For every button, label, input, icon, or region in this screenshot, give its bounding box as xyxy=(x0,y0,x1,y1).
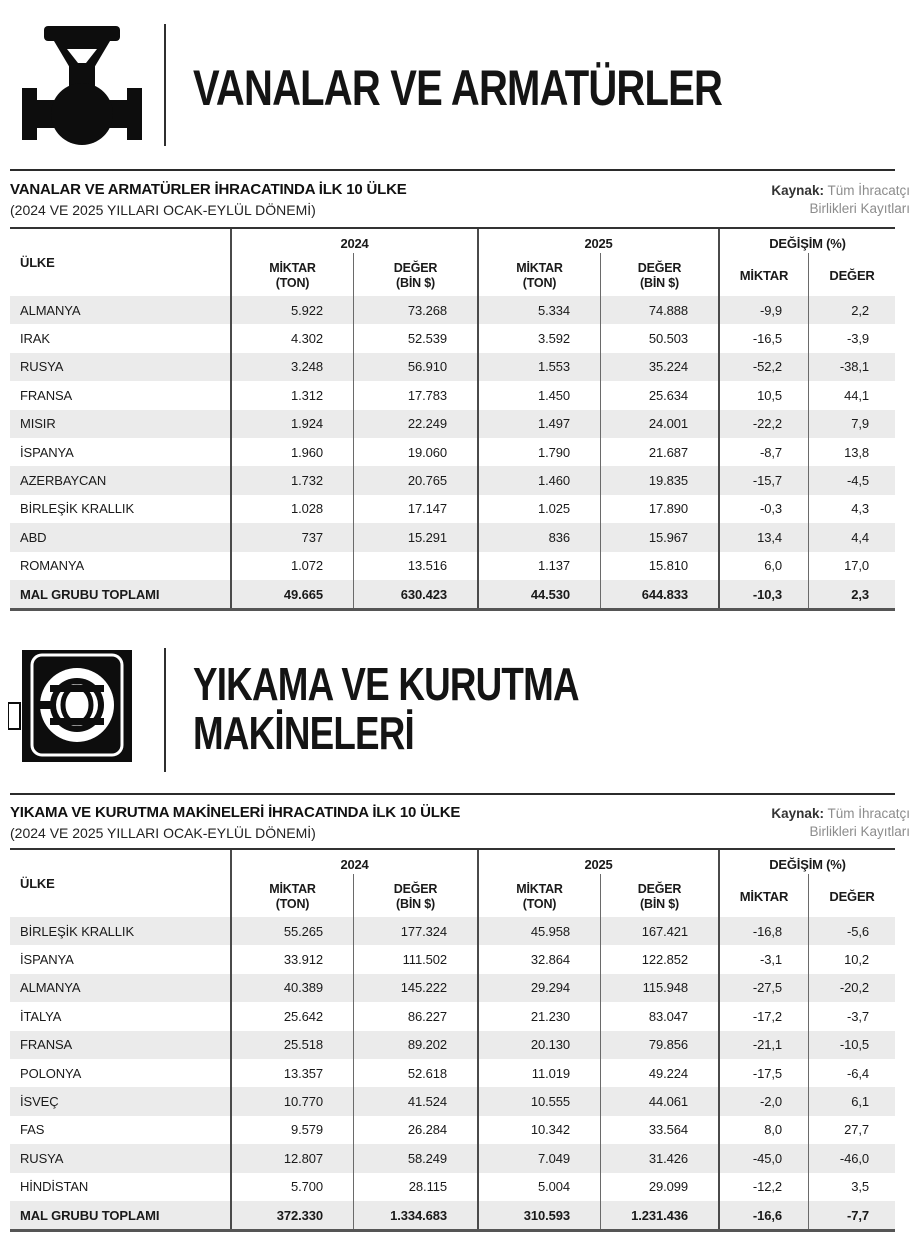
value-cell: 13,4 xyxy=(718,523,808,551)
value-cell: 89.202 xyxy=(353,1031,477,1059)
value-cell: 115.948 xyxy=(600,974,718,1002)
country-cell: İSVEÇ xyxy=(20,1094,59,1110)
value-cell: 3,5 xyxy=(808,1173,895,1201)
value-cell: 1.072 xyxy=(230,552,353,580)
table-row xyxy=(10,917,895,945)
value-cell: 644.833 xyxy=(600,580,718,608)
value-cell: 25.634 xyxy=(600,381,718,409)
value-cell: 1.924 xyxy=(230,410,353,438)
value-cell: 10.555 xyxy=(477,1087,600,1115)
value-cell: -16,5 xyxy=(718,324,808,352)
table-total-row xyxy=(10,1201,895,1229)
value-cell: 20.765 xyxy=(353,466,477,494)
table-row xyxy=(10,1087,895,1115)
value-cell: 122.852 xyxy=(600,945,718,973)
value-cell: -22,2 xyxy=(718,410,808,438)
col-header-year-2024: 2024 xyxy=(230,229,477,253)
value-cell: 8,0 xyxy=(718,1116,808,1144)
value-cell: 13,8 xyxy=(808,438,895,466)
value-cell: 630.423 xyxy=(353,580,477,608)
table-row xyxy=(10,466,895,494)
col-header-chg-val: DEĞER xyxy=(808,874,895,917)
value-cell: 49.665 xyxy=(230,580,353,608)
value-cell: -15,7 xyxy=(718,466,808,494)
country-cell: FRANSA xyxy=(20,387,73,403)
value-cell: 10,2 xyxy=(808,945,895,973)
value-cell: -38,1 xyxy=(808,353,895,381)
value-cell: 1.960 xyxy=(230,438,353,466)
value-cell: 29.294 xyxy=(477,974,600,1002)
col-header-val: DEĞER (BİN $) xyxy=(353,874,477,917)
value-cell: 15.810 xyxy=(600,552,718,580)
table-row xyxy=(10,1002,895,1030)
table-row xyxy=(10,1116,895,1144)
value-cell: -7,7 xyxy=(808,1201,895,1229)
value-cell: -16,6 xyxy=(718,1201,808,1229)
value-cell: 45.958 xyxy=(477,917,600,945)
table-row xyxy=(10,296,895,324)
table-title: YIKAMA VE KURUTMA MAKİNELERİ İHRACATINDA İLK 10 ÜLKE xyxy=(10,804,461,821)
source-text-line1: Tüm İhracatçı xyxy=(827,806,910,821)
value-cell: 44.061 xyxy=(600,1087,718,1115)
value-cell: 1.312 xyxy=(230,381,353,409)
export-table-valves xyxy=(10,227,895,611)
table-row xyxy=(10,410,895,438)
value-cell: 6,0 xyxy=(718,552,808,580)
value-cell: 1.025 xyxy=(477,495,600,523)
value-cell: 22.249 xyxy=(353,410,477,438)
value-cell: 17.783 xyxy=(353,381,477,409)
value-cell: 1.334.683 xyxy=(353,1201,477,1229)
value-cell: 1.790 xyxy=(477,438,600,466)
value-cell: 58.249 xyxy=(353,1144,477,1172)
value-cell: 13.516 xyxy=(353,552,477,580)
value-cell: 9.579 xyxy=(230,1116,353,1144)
value-cell: 31.426 xyxy=(600,1144,718,1172)
value-cell: -0,3 xyxy=(718,495,808,523)
country-cell: FRANSA xyxy=(20,1037,73,1053)
value-cell: 44.530 xyxy=(477,580,600,608)
country-cell: HİNDİSTAN xyxy=(20,1179,89,1195)
value-cell: 10,5 xyxy=(718,381,808,409)
value-cell: 25.518 xyxy=(230,1031,353,1059)
source-note xyxy=(771,182,910,218)
country-cell: RUSYA xyxy=(20,359,64,375)
value-cell: 17,0 xyxy=(808,552,895,580)
value-cell: -3,9 xyxy=(808,324,895,352)
value-cell: 20.130 xyxy=(477,1031,600,1059)
value-cell: 40.389 xyxy=(230,974,353,1002)
value-cell: -6,4 xyxy=(808,1059,895,1087)
value-cell: 73.268 xyxy=(353,296,477,324)
table-header xyxy=(10,850,895,917)
country-cell: IRAK xyxy=(20,331,50,347)
value-cell: 83.047 xyxy=(600,1002,718,1030)
country-cell: ROMANYA xyxy=(20,558,85,574)
value-cell: 26.284 xyxy=(353,1116,477,1144)
table-row xyxy=(10,353,895,381)
value-cell: 5.700 xyxy=(230,1173,353,1201)
col-header-change: DEĞİŞİM (%) xyxy=(718,229,895,253)
divider-rule xyxy=(10,169,895,171)
value-cell: 111.502 xyxy=(353,945,477,973)
value-cell: 177.324 xyxy=(353,917,477,945)
section-title: VANALAR VE ARMATÜRLER xyxy=(193,60,723,116)
export-table-washers xyxy=(10,848,895,1232)
valve-icon xyxy=(14,22,148,146)
source-label: Kaynak: xyxy=(771,806,824,821)
value-cell: 1.028 xyxy=(230,495,353,523)
table-subtitle: (2024 VE 2025 YILLARI OCAK-EYLÜL DÖNEMİ) xyxy=(10,825,316,841)
value-cell: 1.460 xyxy=(477,466,600,494)
value-cell: 29.099 xyxy=(600,1173,718,1201)
col-header-val: DEĞER (BİN $) xyxy=(353,253,477,296)
banner-divider xyxy=(164,24,166,146)
value-cell: 7.049 xyxy=(477,1144,600,1172)
table-row xyxy=(10,1059,895,1087)
value-cell: -5,6 xyxy=(808,917,895,945)
value-cell: 310.593 xyxy=(477,1201,600,1229)
value-cell: 21.230 xyxy=(477,1002,600,1030)
divider-rule xyxy=(10,793,895,795)
value-cell: 33.564 xyxy=(600,1116,718,1144)
value-cell: 5.922 xyxy=(230,296,353,324)
country-cell: POLONYA xyxy=(20,1065,82,1081)
table-row xyxy=(10,381,895,409)
value-cell: 2,2 xyxy=(808,296,895,324)
value-cell: 13.357 xyxy=(230,1059,353,1087)
source-note xyxy=(771,805,910,841)
col-header-qty: MİKTAR (TON) xyxy=(230,253,353,296)
value-cell: -17,5 xyxy=(718,1059,808,1087)
banner-divider xyxy=(164,648,166,772)
value-cell: 15.291 xyxy=(353,523,477,551)
table-row xyxy=(10,523,895,551)
source-label: Kaynak: xyxy=(771,183,824,198)
col-header-year-2025: 2025 xyxy=(477,850,718,874)
value-cell: 32.864 xyxy=(477,945,600,973)
source-text-line2: Birlikleri Kayıtları xyxy=(809,201,910,217)
col-header-country: ÜLKE xyxy=(20,254,55,270)
col-header-qty: MİKTAR (TON) xyxy=(230,874,353,917)
table-row xyxy=(10,1173,895,1201)
value-cell: 25.642 xyxy=(230,1002,353,1030)
table-title: VANALAR VE ARMATÜRLER İHRACATINDA İLK 10 ÜLKE xyxy=(10,181,407,198)
value-cell: 3.248 xyxy=(230,353,353,381)
table-row xyxy=(10,945,895,973)
value-cell: -27,5 xyxy=(718,974,808,1002)
value-cell: 10.770 xyxy=(230,1087,353,1115)
table-body xyxy=(10,917,895,1229)
value-cell: 17.890 xyxy=(600,495,718,523)
value-cell: -17,2 xyxy=(718,1002,808,1030)
value-cell: 33.912 xyxy=(230,945,353,973)
value-cell: 50.503 xyxy=(600,324,718,352)
table-body xyxy=(10,296,895,608)
value-cell: 49.224 xyxy=(600,1059,718,1087)
col-header-year-2025: 2025 xyxy=(477,229,718,253)
value-cell: -21,1 xyxy=(718,1031,808,1059)
value-cell: 4.302 xyxy=(230,324,353,352)
value-cell: 145.222 xyxy=(353,974,477,1002)
value-cell: 10.342 xyxy=(477,1116,600,1144)
value-cell: 1.450 xyxy=(477,381,600,409)
value-cell: 5.334 xyxy=(477,296,600,324)
col-header-val: DEĞER (BİN $) xyxy=(600,874,718,917)
value-cell: -4,5 xyxy=(808,466,895,494)
col-header-val: DEĞER (BİN $) xyxy=(600,253,718,296)
country-cell: MAL GRUBU TOPLAMI xyxy=(20,1207,160,1223)
value-cell: -10,5 xyxy=(808,1031,895,1059)
value-cell: 3.592 xyxy=(477,324,600,352)
value-cell: 4,3 xyxy=(808,495,895,523)
value-cell: 2,3 xyxy=(808,580,895,608)
value-cell: -20,2 xyxy=(808,974,895,1002)
table-row xyxy=(10,1144,895,1172)
value-cell: -2,0 xyxy=(718,1087,808,1115)
country-cell: İTALYA xyxy=(20,1008,62,1024)
value-cell: 19.835 xyxy=(600,466,718,494)
value-cell: -45,0 xyxy=(718,1144,808,1172)
value-cell: 836 xyxy=(477,523,600,551)
value-cell: 79.856 xyxy=(600,1031,718,1059)
value-cell: 28.115 xyxy=(353,1173,477,1201)
col-header-country: ÜLKE xyxy=(20,875,55,891)
washing-machine-icon xyxy=(8,650,144,768)
value-cell: 19.060 xyxy=(353,438,477,466)
country-cell: MISIR xyxy=(20,416,56,432)
value-cell: -3,7 xyxy=(808,1002,895,1030)
value-cell: 17.147 xyxy=(353,495,477,523)
table-row xyxy=(10,1031,895,1059)
value-cell: 52.539 xyxy=(353,324,477,352)
value-cell: 35.224 xyxy=(600,353,718,381)
value-cell: 11.019 xyxy=(477,1059,600,1087)
country-cell: FAS xyxy=(20,1122,45,1138)
country-cell: AZERBAYCAN xyxy=(20,473,107,489)
col-header-chg-val: DEĞER xyxy=(808,253,895,296)
value-cell: 167.421 xyxy=(600,917,718,945)
section-title: YIKAMA VE KURUTMA MAKİNELERİ xyxy=(193,658,579,759)
value-cell: 21.687 xyxy=(600,438,718,466)
value-cell: 41.524 xyxy=(353,1087,477,1115)
col-header-change: DEĞİŞİM (%) xyxy=(718,850,895,874)
value-cell: -8,7 xyxy=(718,438,808,466)
value-cell: 27,7 xyxy=(808,1116,895,1144)
value-cell: 86.227 xyxy=(353,1002,477,1030)
col-header-chg-qty: MİKTAR xyxy=(718,874,808,917)
value-cell: 1.732 xyxy=(230,466,353,494)
table-row xyxy=(10,974,895,1002)
country-cell: RUSYA xyxy=(20,1150,64,1166)
value-cell: 4,4 xyxy=(808,523,895,551)
country-cell: MAL GRUBU TOPLAMI xyxy=(20,586,160,602)
value-cell: 6,1 xyxy=(808,1087,895,1115)
country-cell: İSPANYA xyxy=(20,952,74,968)
col-header-qty: MİKTAR (TON) xyxy=(477,874,600,917)
value-cell: 24.001 xyxy=(600,410,718,438)
value-cell: 1.497 xyxy=(477,410,600,438)
value-cell: 55.265 xyxy=(230,917,353,945)
value-cell: 5.004 xyxy=(477,1173,600,1201)
table-subtitle: (2024 VE 2025 YILLARI OCAK-EYLÜL DÖNEMİ) xyxy=(10,202,316,218)
country-cell: BİRLEŞİK KRALLIK xyxy=(20,501,135,517)
value-cell: 1.553 xyxy=(477,353,600,381)
table-header xyxy=(10,229,895,296)
table-row xyxy=(10,552,895,580)
table-row xyxy=(10,324,895,352)
value-cell: -3,1 xyxy=(718,945,808,973)
value-cell: 1.137 xyxy=(477,552,600,580)
value-cell: 7,9 xyxy=(808,410,895,438)
source-text-line2: Birlikleri Kayıtları xyxy=(809,824,910,840)
value-cell: -12,2 xyxy=(718,1173,808,1201)
value-cell: -10,3 xyxy=(718,580,808,608)
value-cell: 15.967 xyxy=(600,523,718,551)
source-text-line1: Tüm İhracatçı xyxy=(827,183,910,198)
country-cell: ABD xyxy=(20,529,47,545)
col-header-qty: MİKTAR (TON) xyxy=(477,253,600,296)
table-total-row xyxy=(10,580,895,608)
table-row xyxy=(10,438,895,466)
value-cell: 44,1 xyxy=(808,381,895,409)
value-cell: 737 xyxy=(230,523,353,551)
value-cell: -16,8 xyxy=(718,917,808,945)
table-row xyxy=(10,495,895,523)
value-cell: 52.618 xyxy=(353,1059,477,1087)
value-cell: 12.807 xyxy=(230,1144,353,1172)
value-cell: -52,2 xyxy=(718,353,808,381)
country-cell: ALMANYA xyxy=(20,980,81,996)
country-cell: ALMANYA xyxy=(20,302,81,318)
value-cell: -9,9 xyxy=(718,296,808,324)
col-header-chg-qty: MİKTAR xyxy=(718,253,808,296)
country-cell: İSPANYA xyxy=(20,444,74,460)
value-cell: 74.888 xyxy=(600,296,718,324)
value-cell: 56.910 xyxy=(353,353,477,381)
value-cell: 1.231.436 xyxy=(600,1201,718,1229)
country-cell: BİRLEŞİK KRALLIK xyxy=(20,923,135,939)
value-cell: 372.330 xyxy=(230,1201,353,1229)
col-header-year-2024: 2024 xyxy=(230,850,477,874)
value-cell: -46,0 xyxy=(808,1144,895,1172)
